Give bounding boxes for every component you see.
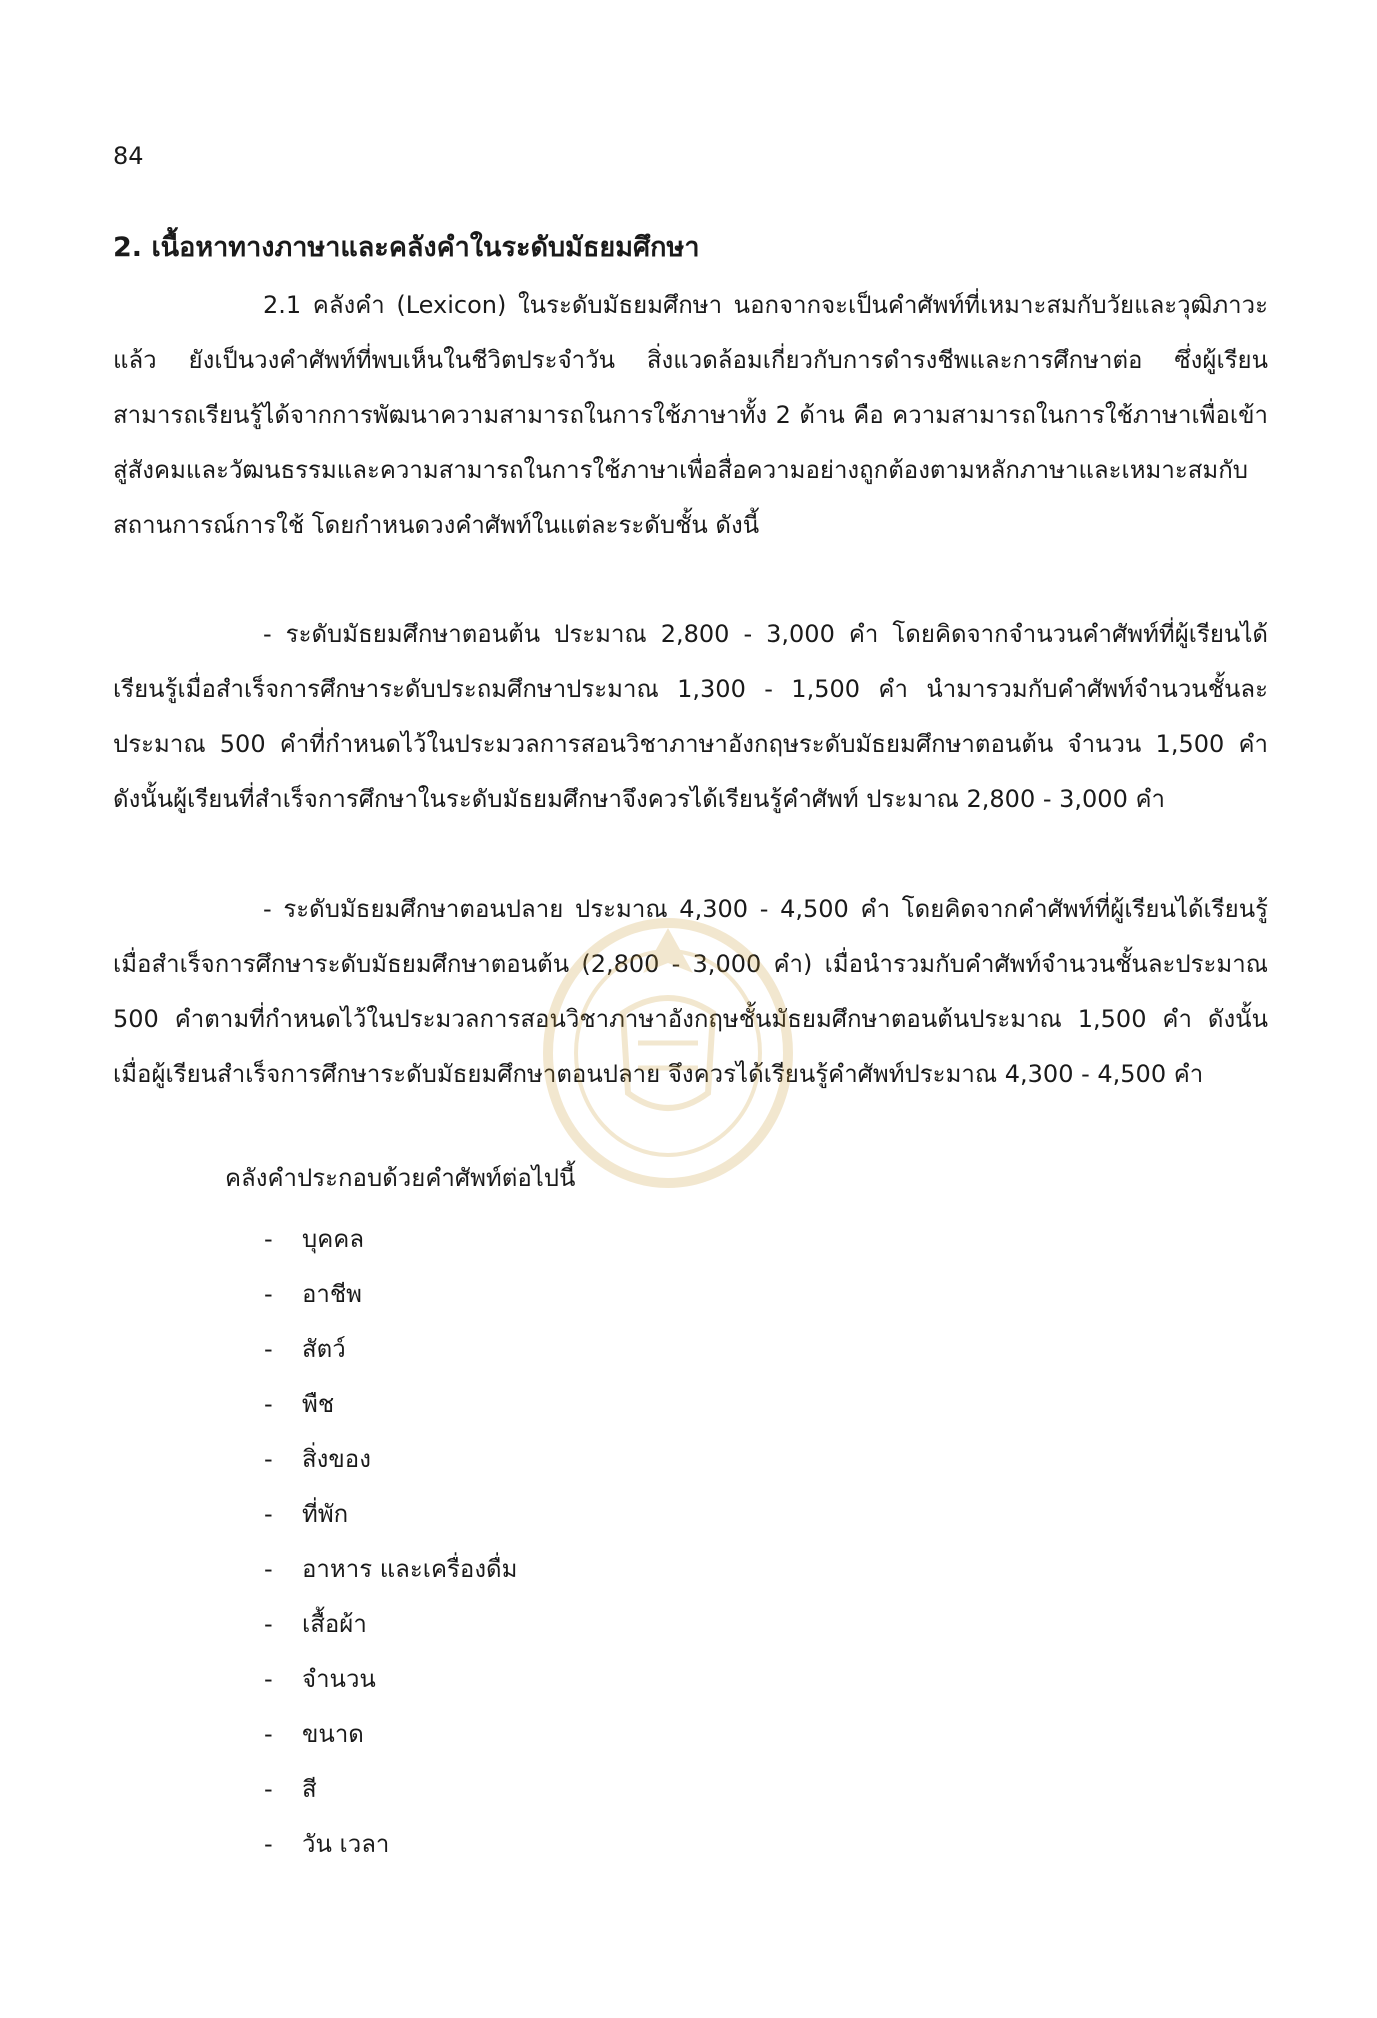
list-item-label: ขนาด (302, 1720, 364, 1748)
list-intro: คลังคำประกอบด้วยคำศัพท์ต่อไปนี้ (225, 1164, 576, 1192)
list-item (264, 1487, 517, 1542)
list-item-label: วัน เวลา (302, 1830, 390, 1858)
list-marker: - (264, 1500, 273, 1528)
list-item-label: จำนวน (302, 1665, 376, 1693)
list-marker: - (264, 1720, 273, 1748)
list-marker: - (264, 1390, 273, 1418)
list-marker: - (264, 1830, 273, 1858)
list-item-label: อาหาร และเครื่องดื่ม (302, 1555, 518, 1583)
list-item (264, 1597, 517, 1652)
list-item-label: เสื้อผ้า (302, 1610, 367, 1638)
list-marker: - (264, 1335, 273, 1363)
section-heading: 2. เนื้อหาทางภาษาและคลังคำในระดับมัธยมศึกษา (113, 232, 700, 263)
list-item (264, 1212, 517, 1267)
paragraph-lexicon-intro: 2.1 คลังคำ (Lexicon) ในระดับมัธยมศึกษา นอกจากจะเป็นคำศัพท์ที่เหมาะสมกับวัยและวุฒิภาวะแล้ว ยังเป็นวงคำศัพท์ที่พบเห็นในชีวิตประจำวัน สิ่งแวดล้อมเกี่ยวกับการดำรงชีพและการศึกษาต่อ ซึ่งผู้เรียนสามารถเรียนรู้ได้จากการพัฒนาความสามารถในการใช้ภาษาทั้ง 2 ด้าน คือ ความสามารถในการใช้ภาษาเพื่อเข้าสู่สังคมและวัฒนธรรมและความสามารถในการใช้ภาษาเพื่อสื่อความอย่างถูกต้องตามหลักภาษาและเหมาะสมกับสถานการณ์การใช้ โดยกำหนดวงคำศัพท์ในแต่ละระดับชั้น ดังนี้ (113, 291, 1268, 539)
list-marker: - (264, 1775, 273, 1803)
list-item (264, 1377, 517, 1432)
list-item-label: ที่พัก (302, 1500, 349, 1528)
list-item (264, 1762, 517, 1817)
list-marker: - (264, 1610, 273, 1638)
list-item-label: สิ่งของ (302, 1445, 371, 1473)
paragraph-lower-secondary: - ระดับมัธยมศึกษาตอนต้น ประมาณ 2,800 - 3,000 คำ โดยคิดจากจำนวนคำศัพท์ที่ผู้เรียนได้เรียนรู้เมื่อสำเร็จการศึกษาระดับประถมศึกษาประมาณ 1,300 - 1,500 คำ นำมารวมกับคำศัพท์จำนวนชั้นละประมาณ 500 คำที่กำหนดไว้ในประมวลการสอนวิชาภาษาอังกฤษระดับมัธยมศึกษาตอนต้น จำนวน 1,500 คำ ดังนั้นผู้เรียนที่สำเร็จการศึกษาในระดับมัธยมศึกษาจึงควรได้เรียนรู้คำศัพท์ ประมาณ 2,800 - 3,000 คำ (113, 620, 1268, 813)
list-item (264, 1652, 517, 1707)
list-item-label: บุคคล (302, 1225, 365, 1253)
list-marker: - (264, 1225, 273, 1253)
page-number: 84 (113, 142, 144, 170)
list-item (264, 1707, 517, 1762)
vocabulary-category-list (264, 1212, 517, 1872)
list-item (264, 1817, 517, 1872)
list-item-label: พืช (302, 1390, 335, 1418)
list-item-label: สี (302, 1775, 317, 1803)
list-item (264, 1267, 517, 1322)
list-item (264, 1542, 517, 1597)
list-item (264, 1432, 517, 1487)
paragraph-upper-secondary: - ระดับมัธยมศึกษาตอนปลาย ประมาณ 4,300 - 4,500 คำ โดยคิดจากคำศัพท์ที่ผู้เรียนได้เรียนรู้เมื่อสำเร็จการศึกษาระดับมัธยมศึกษาตอนต้น (2,800 - 3,000 คำ) เมื่อนำรวมกับคำศัพท์จำนวนชั้นละประมาณ 500 คำตามที่กำหนดไว้ในประมวลการสอนวิชาภาษาอังกฤษชั้นมัธยมศึกษาตอนต้นประมาณ 1,500 คำ ดังนั้น เมื่อผู้เรียนสำเร็จการศึกษาระดับมัธยมศึกษาตอนปลาย จึงควรได้เรียนรู้คำศัพท์ประมาณ 4,300 - 4,500 คำ (113, 895, 1268, 1088)
list-marker: - (264, 1280, 273, 1308)
list-marker: - (264, 1445, 273, 1473)
list-item (264, 1322, 517, 1377)
list-item-label: สัตว์ (302, 1335, 346, 1363)
list-item-label: อาชีพ (302, 1280, 362, 1308)
list-marker: - (264, 1555, 273, 1583)
list-marker: - (264, 1665, 273, 1693)
